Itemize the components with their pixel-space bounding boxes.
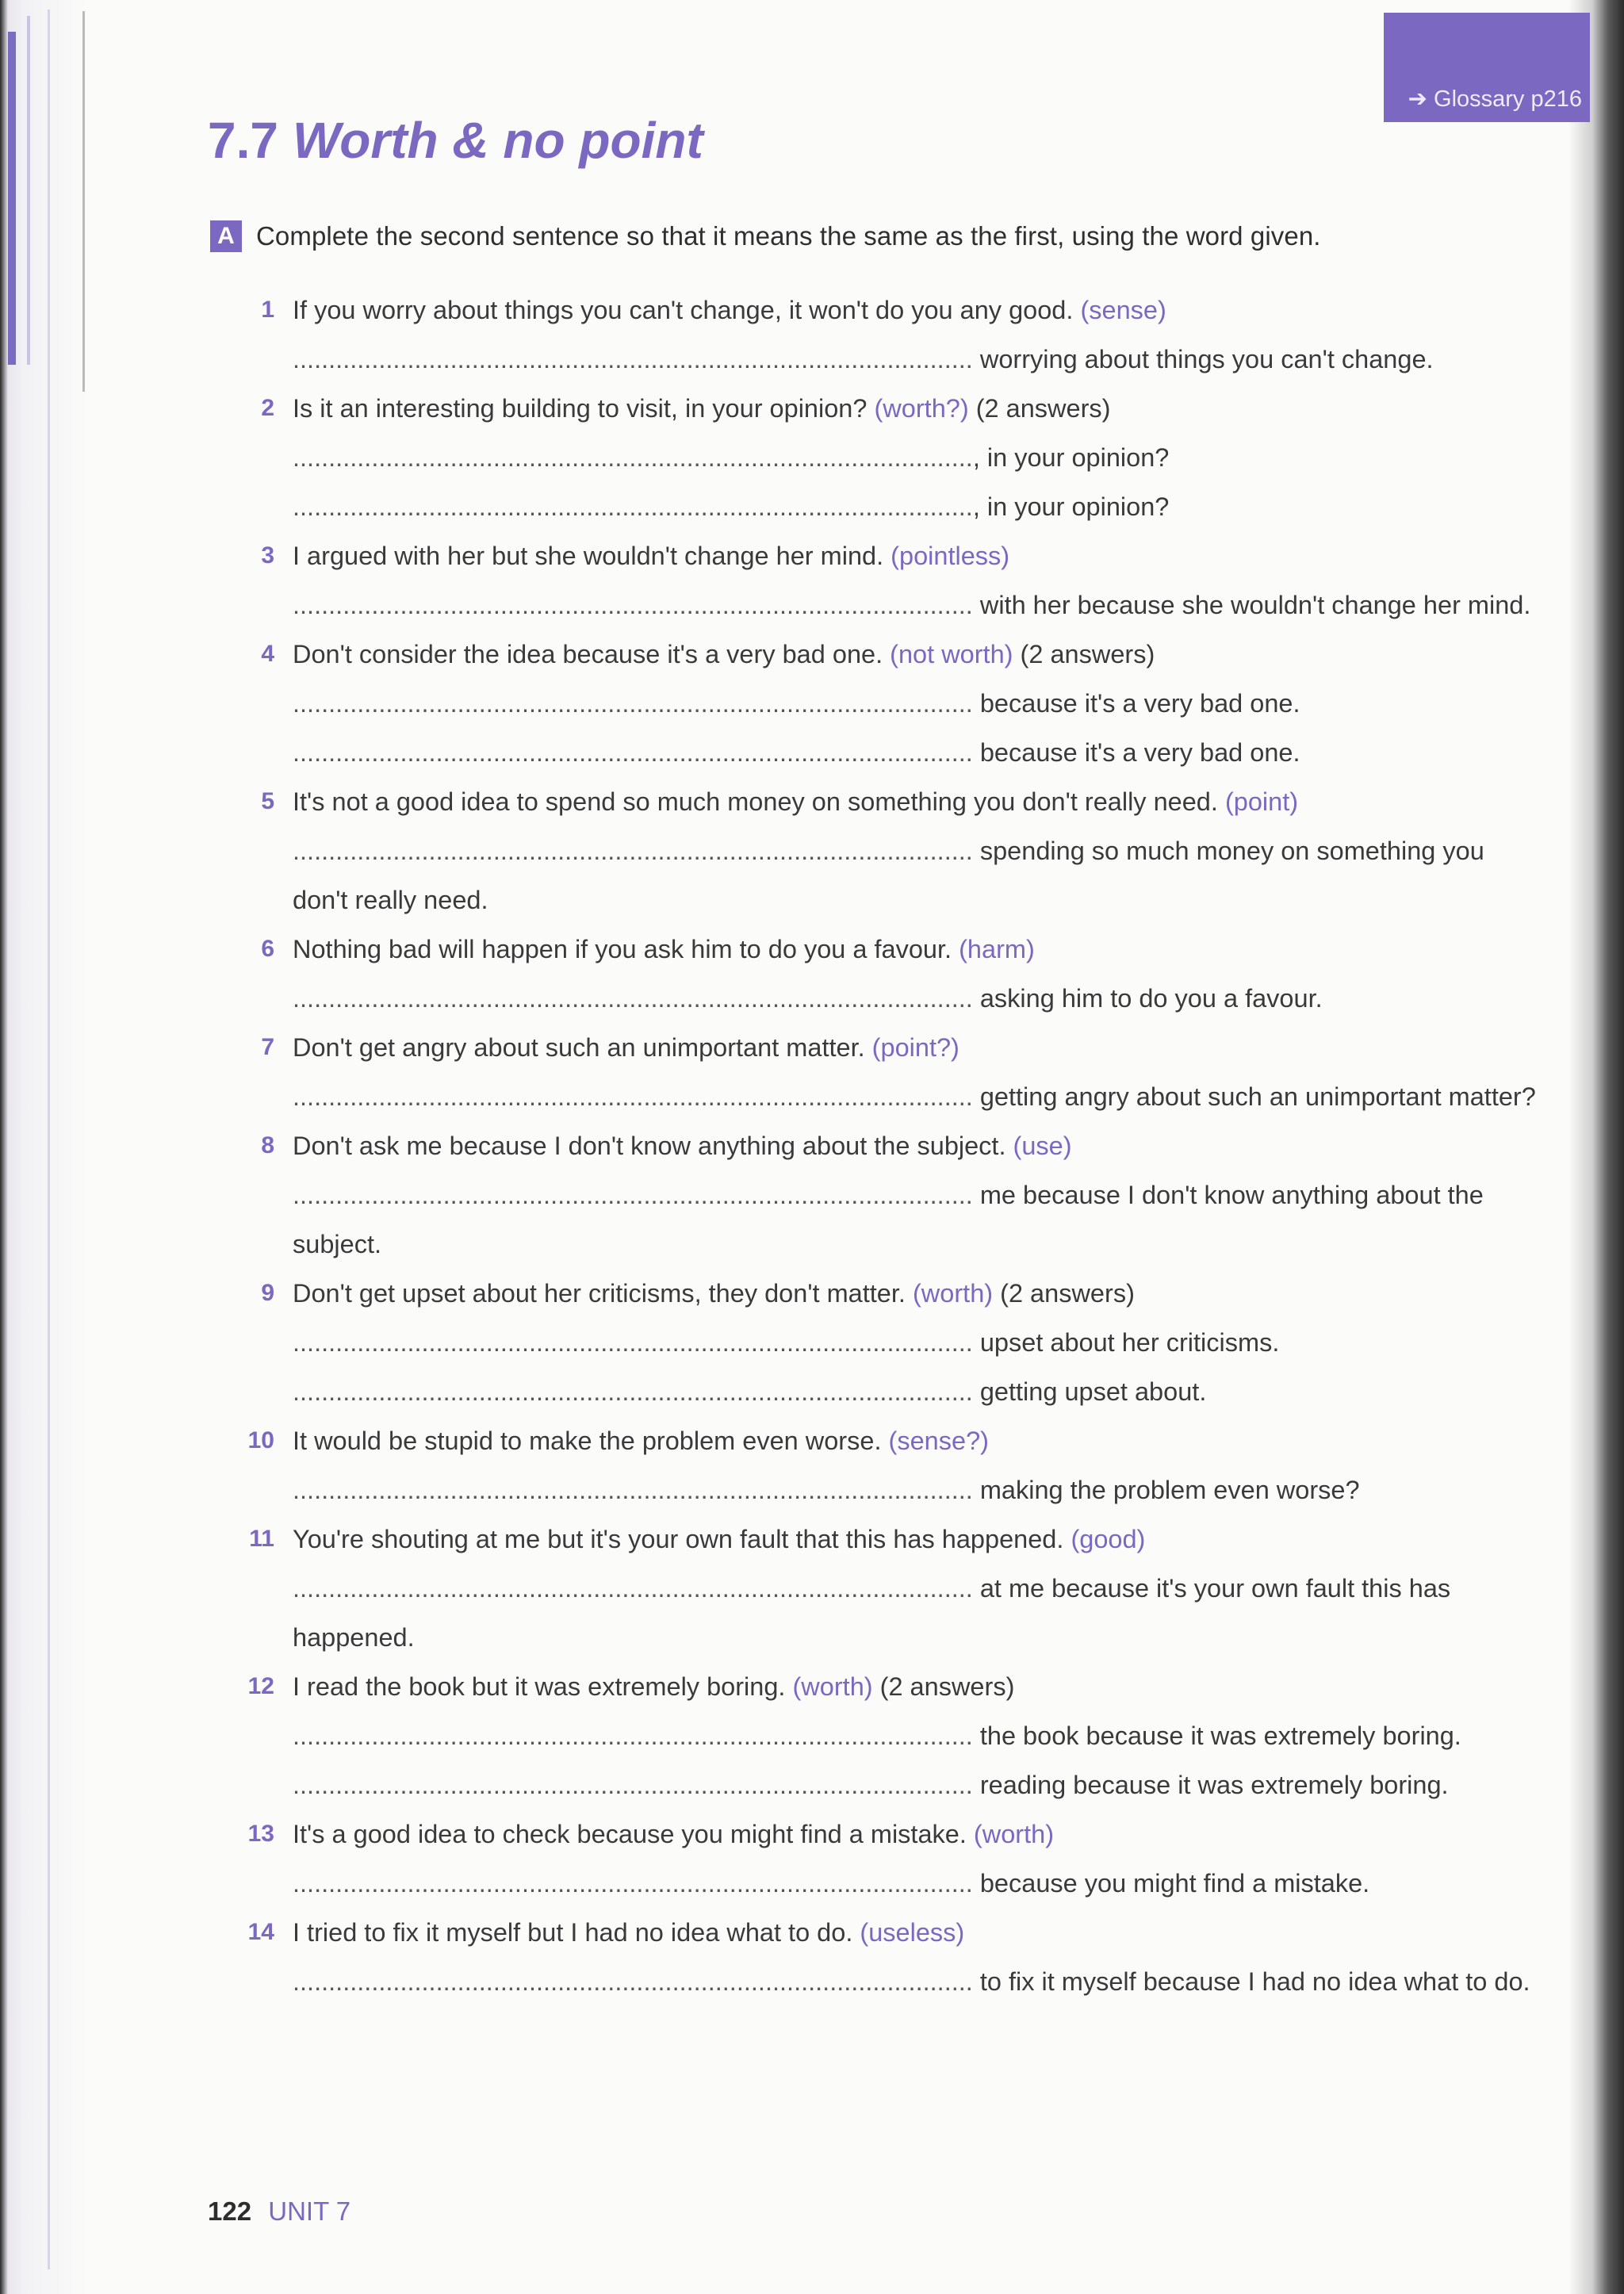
- answer-line: [238, 679, 1586, 728]
- item-number: 9: [261, 1280, 274, 1306]
- answer-row: [293, 1318, 1279, 1367]
- continuation-text: subject.: [293, 1230, 382, 1258]
- item-number: 11: [249, 1526, 274, 1552]
- question-text: It would be stupid to make the problem even worse.: [293, 1427, 882, 1455]
- item-question: [293, 1416, 989, 1465]
- answer-row: [293, 679, 1300, 728]
- answer-blank[interactable]: ...............................................................................................: [293, 1771, 973, 1799]
- answer-row: [293, 1465, 1360, 1515]
- answer-ending: reading because it was extremely boring.: [979, 1771, 1449, 1799]
- answer-blank[interactable]: ...............................................................................................: [293, 1721, 973, 1750]
- answer-ending: with her because she wouldn't change her mind.: [979, 591, 1531, 619]
- item-question: [293, 777, 1298, 826]
- question-text: Don't get angry about such an unimportant matter.: [293, 1033, 865, 1062]
- answer-row: [293, 1859, 1369, 1908]
- answer-ending: , in your opinion?: [972, 492, 1170, 521]
- answer-blank[interactable]: ...............................................................................................: [293, 1574, 973, 1603]
- item-question: [293, 1269, 1135, 1318]
- continuation-text: don't really need.: [293, 886, 488, 914]
- section-heading: Worth & no point: [292, 112, 703, 169]
- question-text: Is it an interesting building to visit, in your opinion?: [293, 394, 868, 423]
- answer-row: [293, 433, 1169, 482]
- key-word: (not worth): [890, 640, 1013, 668]
- exercise-item: [238, 531, 1586, 580]
- answer-row: [293, 826, 1484, 875]
- question-text: I tried to fix it myself but I had no idea what to do.: [293, 1918, 853, 1947]
- binding-bar: [27, 16, 30, 365]
- item-question: [293, 1662, 1014, 1711]
- exercise-item: [238, 1810, 1586, 1859]
- answer-line: [238, 1859, 1586, 1908]
- answer-ending: me because I don't know anything about the: [979, 1181, 1484, 1209]
- item-question: [293, 630, 1155, 679]
- question-text: I read the book but it was extremely boring.: [293, 1672, 786, 1701]
- instruction-text: Complete the second sentence so that it means the same as the first, using the word given.: [256, 221, 1321, 251]
- answer-ending: worrying about things you can't change.: [979, 345, 1434, 373]
- key-word: (use): [1013, 1132, 1072, 1160]
- section-number: 7.7: [208, 112, 278, 169]
- item-question: [293, 1023, 959, 1072]
- answer-row: [293, 335, 1434, 384]
- answer-line: [238, 1957, 1586, 2006]
- item-question: [293, 531, 1009, 580]
- item-number: 12: [247, 1673, 274, 1699]
- exercise-item: [238, 285, 1586, 335]
- key-word: (sense): [1080, 296, 1166, 324]
- answer-blank[interactable]: ...............................................................................................: [293, 1869, 973, 1898]
- item-question: [293, 285, 1166, 335]
- answer-line: [238, 1564, 1586, 1613]
- page-footer: [208, 2196, 350, 2227]
- key-word: (pointless): [891, 542, 1010, 570]
- answer-ending: getting angry about such an unimportant matter?: [979, 1082, 1536, 1111]
- question-text: If you worry about things you can't change, it won't do you any good.: [293, 296, 1074, 324]
- item-number: 6: [261, 936, 274, 962]
- item-number: 1: [261, 297, 274, 323]
- answer-line: [238, 1367, 1586, 1416]
- exercise-item: [238, 925, 1586, 974]
- item-question: [293, 925, 1035, 974]
- continuation-text: happened.: [293, 1623, 415, 1652]
- answer-blank[interactable]: ...............................................................................................: [293, 591, 973, 619]
- answer-blank[interactable]: ...............................................................................................: [293, 689, 973, 718]
- exercise-item: [238, 1515, 1586, 1564]
- key-word: (useless): [860, 1918, 965, 1947]
- page-binding: [0, 0, 87, 2294]
- item-number: 4: [261, 641, 274, 667]
- answer-line: [238, 580, 1586, 630]
- answer-blank[interactable]: ...............................................................................................: [293, 1328, 973, 1357]
- item-question: [293, 384, 1111, 433]
- question-text: Don't consider the idea because it's a very bad one.: [293, 640, 883, 668]
- question-text: It's a good idea to check because you might find a mistake.: [293, 1820, 967, 1848]
- answer-line: [238, 728, 1586, 777]
- item-number: 5: [261, 788, 274, 814]
- answer-line: [238, 1760, 1586, 1810]
- binding-bar: [82, 11, 85, 392]
- answer-blank[interactable]: ...............................................................................................: [293, 738, 973, 767]
- key-word: (good): [1071, 1525, 1146, 1553]
- exercise-badge: A: [210, 220, 242, 252]
- answer-blank[interactable]: ...............................................................................................: [293, 1181, 973, 1209]
- answer-line: [238, 1465, 1586, 1515]
- exercise-item: [238, 1908, 1586, 1957]
- answer-line: [238, 433, 1586, 482]
- item-number: 10: [247, 1427, 274, 1453]
- key-word: (point): [1224, 787, 1299, 816]
- answer-ending: asking him to do you a favour.: [979, 984, 1323, 1013]
- answer-blank[interactable]: ...............................................................................................: [293, 1476, 973, 1504]
- answer-line: [238, 1318, 1586, 1367]
- item-question: [293, 1515, 1145, 1564]
- answer-blank[interactable]: ...............................................................................................: [293, 443, 973, 472]
- item-number: 14: [247, 1919, 274, 1945]
- answer-ending: getting upset about.: [979, 1377, 1207, 1406]
- answer-blank[interactable]: ...............................................................................................: [293, 492, 973, 521]
- item-number: 3: [261, 542, 274, 569]
- answer-count: (2 answers): [1000, 1279, 1135, 1308]
- glossary-tab[interactable]: [1384, 13, 1590, 122]
- section-title: [208, 111, 703, 170]
- item-question: [293, 1810, 1054, 1859]
- answer-ending: upset about her criticisms.: [979, 1328, 1280, 1357]
- answer-count: (2 answers): [1020, 640, 1155, 668]
- answer-row: [293, 728, 1300, 777]
- binding-bar: [48, 10, 50, 2269]
- key-word: (harm): [959, 935, 1035, 963]
- question-text: You're shouting at me but it's your own fault that this has happened.: [293, 1525, 1064, 1553]
- key-word: (worth?): [874, 394, 969, 423]
- exercise-item: [238, 1023, 1586, 1072]
- answer-line: [238, 974, 1586, 1023]
- item-number: 8: [261, 1132, 274, 1158]
- answer-ending: at me because it's your own fault this has: [979, 1574, 1451, 1603]
- page-number: 122: [208, 2196, 252, 2226]
- question-text: It's not a good idea to spend so much money on something you don't really need.: [293, 787, 1218, 816]
- answer-continuation: [238, 875, 1586, 925]
- answer-ending: spending so much money on something you: [979, 837, 1484, 865]
- answer-ending: to fix it myself because I had no idea what to do.: [979, 1967, 1530, 1996]
- key-word: (worth): [973, 1820, 1055, 1848]
- exercise-item: [238, 777, 1586, 826]
- answer-line: [238, 1072, 1586, 1121]
- exercise-item: [238, 384, 1586, 433]
- answer-row: [293, 580, 1530, 630]
- exercise-instruction: [210, 220, 1321, 252]
- answer-count: (2 answers): [879, 1672, 1015, 1701]
- key-word: (worth): [792, 1672, 873, 1701]
- binding-bar: [8, 32, 16, 365]
- answer-blank[interactable]: ...............................................................................................: [293, 1377, 973, 1406]
- glossary-label: ➔ Glossary p216: [1408, 86, 1582, 112]
- key-word: (sense?): [888, 1427, 989, 1455]
- answer-row: [293, 1072, 1536, 1121]
- answer-row: [293, 974, 1323, 1023]
- answer-ending: because it's a very bad one.: [979, 689, 1300, 718]
- answer-line: [238, 1711, 1586, 1760]
- answer-blank[interactable]: ...............................................................................................: [293, 1967, 973, 1996]
- answer-continuation: [238, 1220, 1586, 1269]
- exercise-list: [238, 285, 1586, 2006]
- answer-ending: because it's a very bad one.: [979, 738, 1300, 767]
- answer-line: [238, 826, 1586, 875]
- item-number: 2: [261, 395, 274, 421]
- exercise-item: [238, 630, 1586, 679]
- answer-row: [293, 1957, 1530, 2006]
- answer-blank[interactable]: ...............................................................................................: [293, 837, 973, 865]
- answer-line: [238, 482, 1586, 531]
- exercise-item: [238, 1416, 1586, 1465]
- answer-ending: making the problem even worse?: [979, 1476, 1360, 1504]
- answer-row: [293, 1564, 1450, 1613]
- answer-count: (2 answers): [975, 394, 1111, 423]
- question-text: Nothing bad will happen if you ask him to do you a favour.: [293, 935, 952, 963]
- exercise-item: [238, 1121, 1586, 1170]
- item-number: 13: [247, 1821, 274, 1847]
- unit-label: UNIT 7: [268, 2196, 351, 2226]
- answer-row: [293, 1367, 1206, 1416]
- exercise-item: [238, 1662, 1586, 1711]
- exercise-item: [238, 1269, 1586, 1318]
- answer-row: [293, 1711, 1461, 1760]
- answer-row: [293, 1170, 1484, 1220]
- answer-continuation: [238, 1613, 1586, 1662]
- answer-line: [238, 1170, 1586, 1220]
- answer-blank[interactable]: ...............................................................................................: [293, 1082, 973, 1111]
- answer-ending: the book because it was extremely boring.: [979, 1721, 1461, 1750]
- question-text: Don't ask me because I don't know anything about the subject.: [293, 1132, 1006, 1160]
- answer-line: [238, 335, 1586, 384]
- answer-blank[interactable]: ...............................................................................................: [293, 345, 973, 373]
- answer-ending: , in your opinion?: [972, 443, 1170, 472]
- question-text: I argued with her but she wouldn't change her mind.: [293, 542, 884, 570]
- answer-row: [293, 482, 1169, 531]
- answer-row: [293, 1760, 1449, 1810]
- answer-ending: because you might find a mistake.: [979, 1869, 1370, 1898]
- key-word: (worth): [912, 1279, 994, 1308]
- item-question: [293, 1121, 1072, 1170]
- item-number: 7: [261, 1034, 274, 1060]
- item-question: [293, 1908, 964, 1957]
- key-word: (point?): [871, 1033, 959, 1062]
- answer-blank[interactable]: ...............................................................................................: [293, 984, 973, 1013]
- question-text: Don't get upset about her criticisms, they don't matter.: [293, 1279, 906, 1308]
